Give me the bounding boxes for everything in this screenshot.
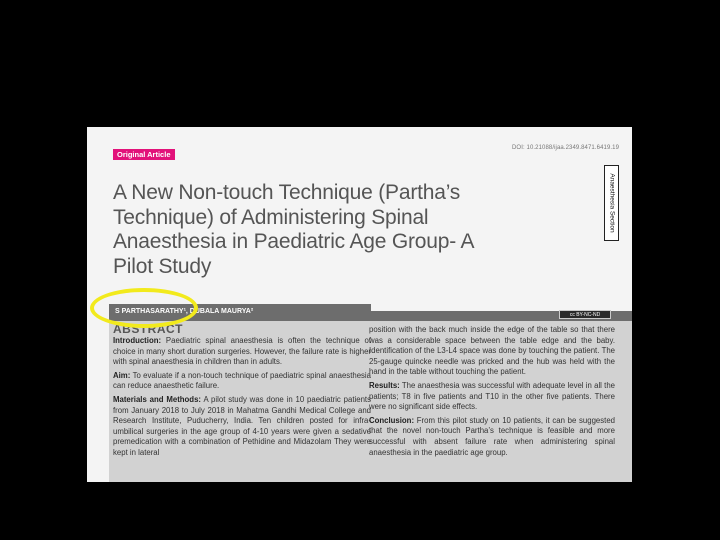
results-label: Results: (369, 380, 400, 390)
author-bar (109, 304, 371, 321)
aim-paragraph (113, 371, 371, 392)
conclusion-paragraph (369, 416, 615, 458)
article-type-tag: Original Article (113, 149, 175, 160)
methods-continued-paragraph (369, 325, 615, 378)
abstract-panel (109, 321, 632, 482)
introduction-paragraph (113, 336, 371, 368)
conclusion-text: From this pilot study on 10 patients, it can be suggested that the novel non-touch Partha’s technique is feasible and more successful with absent failure rate when administering spinal anaesthesia in the paediatric age group. (369, 415, 616, 457)
introduction-label: Introduction: (113, 336, 162, 345)
conclusion-label: Conclusion: (369, 415, 415, 425)
methods-paragraph (113, 395, 371, 459)
article-title: A New Non-touch Technique (Partha’s Technique) of Administering Spinal Anaesthesia in Paediatric Age Group- A Pilot Study (113, 181, 474, 278)
methods-text: A pilot study was done in 10 paediatric patients from January 2018 to July 2018 in Mahatma Gandhi Medical College and Research Institute, Puducherry, India. Ten children posted for infra-umbilical surgeries in the age group of 4-10 years were given a sedative premedication with a combination of Pethidine and Midazolam They were kept in lateral (113, 394, 371, 457)
journal-page (87, 127, 632, 482)
section-side-label-text: Anaesthesia Section (608, 173, 615, 233)
abstract-heading: ABSTRACT (113, 322, 183, 336)
creative-commons-badge[interactable]: cc BY-NC-ND (559, 310, 611, 319)
doi-text: DOI: 10.21088/ijaa.2349.8471.6419.19 (512, 145, 620, 151)
aim-text: To evaluate if a non-touch technique of paediatric spinal anaesthesia can reduce anaesthetic failure. (113, 370, 372, 391)
section-side-label (604, 165, 619, 241)
aim-label: Aim: (113, 370, 131, 380)
results-paragraph (369, 381, 615, 413)
methods-label: Materials and Methods: (113, 394, 202, 404)
abstract-column-right (369, 325, 615, 461)
authors-text: S PARTHASARATHY¹, DUBALA MAURYA² (115, 308, 254, 315)
abstract-column-left (113, 336, 371, 462)
methods-continued-text: position with the back much inside the edge of the table so that there was a considerable space between the table edge and the baby. Identification of the L3-L4 space was done by touching the patient. The 25-gauge quincke needle was pricked and the hub was held with the hand in the table without touching the patient. (369, 325, 615, 377)
introduction-text: Paediatric spinal anaesthesia is often the technique of choice in many short duration surgeries. However, the failure rate is higher with spinal anaesthesia in children than in adults. (113, 336, 371, 367)
results-text: The anaesthesia was successful with adequate level in all the patients; T8 in five patients and T10 in the other five patients. There were no significant side effects. (369, 380, 615, 412)
